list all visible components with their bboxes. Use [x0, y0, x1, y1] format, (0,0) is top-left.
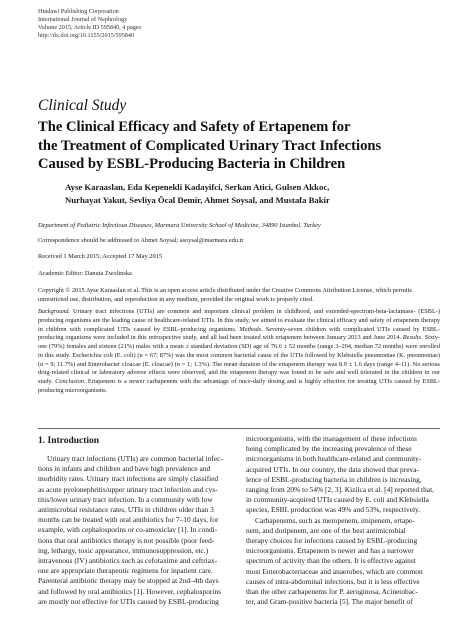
- academic-editor: Academic Editor: Danuta Zwolinska: [38, 270, 132, 277]
- body-line: therapy choices for infections caused by ESBL-producing: [246, 536, 418, 546]
- right-column: [246, 434, 440, 607]
- body-line: lence of ESBL-producing bacteria in children is increasing,: [246, 474, 422, 484]
- correspondence: Correspondence should be addressed to Ahmet Soysal; asoysal@marmara.edu.tr: [38, 237, 244, 244]
- body-line: morbidity rates. Urinary tract infections are simply classified: [38, 474, 219, 484]
- title-line: The Clinical Efficacy and Safety of Ertapenem for: [38, 119, 351, 135]
- body-line: Parenteral antibiotic therapy may be stopped at 2nd–4th days: [38, 576, 219, 586]
- body-line: titis/lower urinary tract infection. In a community with low: [38, 494, 213, 504]
- affiliation: Department of Pediatric Infectious Diseases, Marmara University School of Medicine, 34890 Istanbul, Turkey: [38, 222, 321, 229]
- doi-link[interactable]: http://dx.doi.org/10.1155/2015/595840: [38, 32, 135, 39]
- body-line: microorganisms, with the management of these infections: [246, 434, 417, 443]
- abstract-conclusion: Ertapenem is a newer carbapenem with the advantage of once-daily dosing and is highly effective for treating UTIs caused by ESBL-producing microorganisms.: [38, 378, 441, 394]
- body-line: being complicated by the increasing prevalence of these: [246, 444, 412, 454]
- section-divider: [38, 428, 440, 429]
- abstract: [38, 308, 440, 396]
- abstract-results-label: Results.: [401, 334, 423, 342]
- body-line: causes of intra-abdominal infections, but it is less effective: [246, 576, 420, 586]
- publisher-line: Hindawi Publishing Corporation: [38, 8, 119, 15]
- section-heading: 1. Introduction: [38, 436, 100, 446]
- body-line: tions that oral antibiotics therapy is not possible (poor feed-: [38, 535, 215, 545]
- abstract-methods: Seventy-seven children with complicated UTIs caused by ESBL-producing organisms were included in this retrospective study, and all had been treated with ertapenem between January 2013 and June 2014.: [38, 325, 440, 342]
- body-line: are mostly not effective for UTIs caused by ESBL-producing: [38, 596, 219, 606]
- body-line: Urinary tract infections (UTIs) are common bacterial infec-: [47, 454, 223, 463]
- body-line: months can be treated with oral antibiotics for 7–10 days, for: [38, 515, 219, 525]
- abstract-results: Sixty-one (79%) females and sixteen (21%) males with a mean ± standard deviation (SD) age of 76.6 ± 52 months (range 3–204, median 72 months) were enrolled in this study. Escherichia coli (E. coli) (n = 67; 87%) was the most common bacterial cause of the UTIs followed by Klebsiella pneumoniae (K. pneumoniae) (n = 9; 11.7%) and Enterobacter cloacae (E. cloacae) (n = 1; 1.3%). The mean duration of the ertapenem therapy was 8.9 ± 1.6 days (range 4–11). No serious drug-related clinical or laboratory adverse effects were observed, and the ertapenem therapy was found to be safe and well tolerated in the children in our study.: [38, 334, 440, 385]
- article-title: [38, 118, 448, 174]
- body-line: as acute pyelonephritis/upper urinary tract infection and cys-: [38, 484, 218, 494]
- title-line: the Treatment of Complicated Urinary Tract Infections: [38, 137, 382, 154]
- body-line: spectrum of activity than the others. It is effective against: [246, 556, 416, 566]
- body-line: acquired UTIs. In our country, the data showed that preva-: [246, 464, 419, 474]
- copyright-notice: Copyright © 2015 Ayse Karaaslan et al. This is an open access article distributed under the Creative Commons Attribution License, which permits unrestricted use, distribution, and reproduction in any medium, provided the original work is properly cited.: [38, 287, 412, 303]
- body-line: and followed by oral antibiotics [1]. However, cephalosporins: [38, 586, 221, 596]
- author-line: Ayse Karaaslan, Eda Kepenekli Kadayifci, Serkan Atici, Gulsen Akkoc,: [65, 182, 330, 192]
- journal-header: [38, 8, 141, 40]
- body-line: Carbapenems, such as meropenem, imipenem, ertape-: [255, 515, 415, 525]
- abstract-methods-label: Methods.: [236, 325, 263, 333]
- title-line: Caused by ESBL-Producing Bacteria in Children: [38, 156, 346, 172]
- body-line: intravenous (IV) antibiotics such as cefotaxime and ceftriax-: [38, 556, 218, 566]
- body-line: nem, and doripenem, are one of the best antimicrobial: [246, 525, 406, 535]
- body-line: microorganisms. Ertapenem is newer and has a narrower: [246, 546, 414, 556]
- body-line: in community-acquired UTIs caused by E. coli and Klebsiella: [246, 495, 429, 505]
- abstract-conclusion-label: Conclusion.: [52, 378, 86, 385]
- volume-line: Volume 2015, Article ID 595840, 4 pages: [38, 24, 141, 31]
- body-line: tions in infants and children and have high prevalence and: [38, 464, 211, 474]
- body-line: antimicrobial resistance rates, UTIs in children older than 3: [38, 505, 214, 515]
- body-line: species, ESBL production was 49% and 53%, respectively.: [246, 505, 421, 515]
- journal-name: International Journal of Nephrology: [38, 16, 128, 23]
- body-line: one are appropriate therapeutic regimens for inpatient care.: [38, 566, 213, 576]
- body-line: ing, lethargy, toxic appearance, immunosuppression, etc.): [38, 545, 209, 555]
- author-list: [65, 181, 330, 206]
- abstract-background-label: Background.: [38, 308, 71, 315]
- body-line: example, with cephalosporins or co-amoxiclav [1]. In condi-: [38, 525, 218, 535]
- body-line: most Enterobacteriaceae and anaerobes, which are common: [246, 566, 423, 576]
- body-line: microorganisms in both healthcare-related and community-: [246, 454, 422, 464]
- author-line: Nurhayat Yakut, Sevliya Öcal Demir, Ahmet Soysal, and Mustafa Bakir: [65, 194, 330, 205]
- abstract-background: Urinary tract infections (UTIs) are common and important clinical problem in childhood, and extended-spectrum-beta-lactamase- (ESBL-) producing organisms are the leading cause of healthcare-related UTIs. In this study, we aimed to evaluate the clinical efficacy and safety of ertapenem therapy in children with complicated UTIs caused by ESBL-producing organisms.: [38, 308, 440, 333]
- left-column: [38, 454, 232, 607]
- study-type: Clinical Study: [38, 97, 127, 114]
- body-line: ter, and Gram-positive bacteria [5]. The major benefit of: [246, 597, 413, 607]
- body-line: ranging from 20% to 54% [2, 3]. Kizilca et al. [4] reported that,: [246, 485, 434, 495]
- body-line: than the other carbapenems for P. aeruginosa, Acinetobac-: [246, 587, 418, 597]
- received-dates: Received 1 March 2015; Accepted 17 May 2015: [38, 253, 163, 260]
